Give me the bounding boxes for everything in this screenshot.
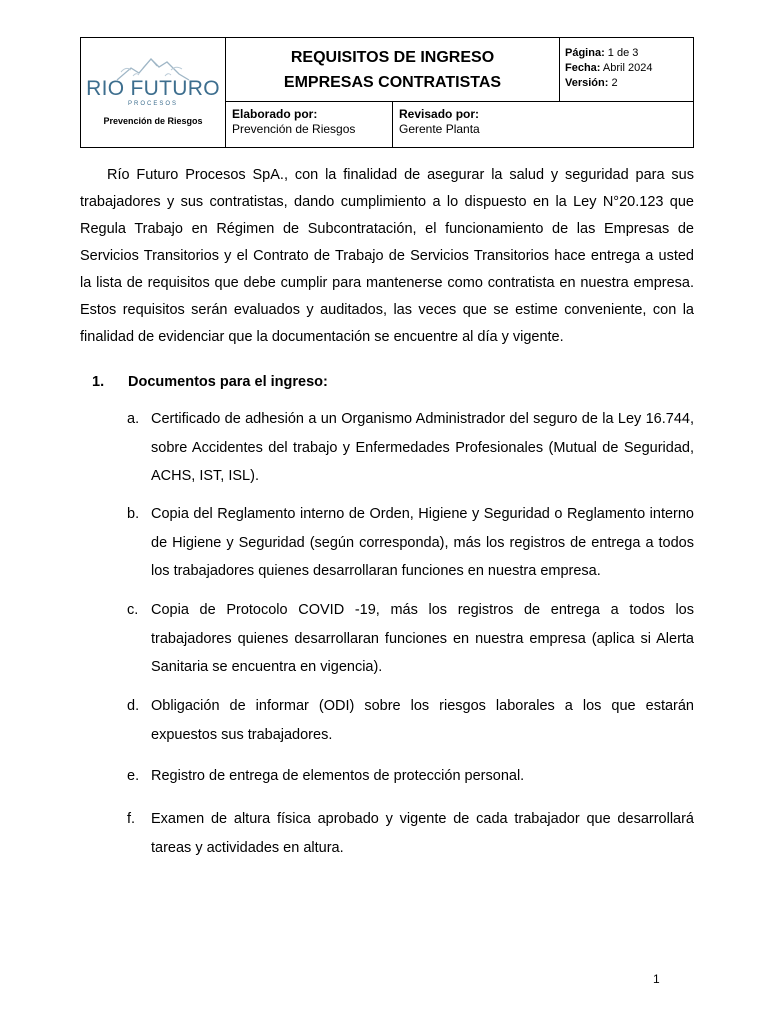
list-item bbox=[127, 762, 694, 791]
intro-paragraph-block bbox=[80, 162, 694, 351]
section-title: Documentos para el ingreso: bbox=[128, 374, 328, 390]
document-meta-cell bbox=[560, 38, 694, 102]
list-item-marker: f. bbox=[127, 811, 136, 827]
section-heading bbox=[92, 374, 328, 390]
version-label: Versión: bbox=[565, 77, 609, 89]
logo-subtitle: PROCESOS bbox=[127, 101, 178, 107]
list-item-text: Obligación de informar (ODI) sobre los riesgos laborales a los que estarán expuestos sus trabajadores. bbox=[151, 698, 694, 743]
pagina-value: 1 de 3 bbox=[607, 47, 639, 59]
list-item-text: Certificado de adhesión a un Organismo Administrador del seguro de la Ley 16.744, sobre Accidentes del trabajo y Enfermedades Profesionales (Mutual de Seguridad, ACHS, IST, ISL). bbox=[151, 411, 694, 484]
elaborado-value: Prevención de Riesgos bbox=[232, 122, 356, 136]
logo-department: Prevención de Riesgos bbox=[103, 116, 203, 126]
list-item-text: Copia del Reglamento interno de Orden, Higiene y Seguridad o Reglamento interno de Higiene y Seguridad (según corresponda), más los registros de entrega a todos los trabajadores quienes desarrollaran funciones en nuestra empresa. bbox=[151, 506, 694, 579]
document-header-table bbox=[80, 37, 694, 148]
list-item bbox=[127, 692, 694, 749]
list-item-text: Registro de entrega de elementos de protección personal. bbox=[151, 768, 525, 784]
revisado-cell bbox=[393, 102, 694, 148]
document-title-cell bbox=[226, 38, 560, 102]
revisado-label: Revisado por: bbox=[399, 107, 480, 121]
revisado-value: Gerente Planta bbox=[399, 122, 480, 136]
elaborado-label: Elaborado por: bbox=[232, 107, 318, 121]
pagina-row bbox=[565, 46, 693, 61]
list-item-text: Copia de Protocolo COVID -19, más los registros de entrega a todos los trabajadores quienes desarrollaran funciones en nuestra empresa (aplica si Alerta Sanitaria se encuentra en vigencia). bbox=[151, 602, 694, 675]
page-number: 1 bbox=[653, 972, 660, 986]
fecha-value: Abril 2024 bbox=[602, 62, 653, 74]
list-item-marker: d. bbox=[127, 698, 140, 714]
pagina-label: Página: bbox=[565, 47, 605, 59]
list-item-marker: a. bbox=[127, 411, 140, 427]
section-number: 1. bbox=[92, 374, 105, 390]
intro-paragraph: Río Futuro Procesos SpA., con la finalidad de asegurar la salud y seguridad para sus trabajadores y sus contratistas, dando cumplimiento a lo dispuesto en la Ley N°20.123 que Regula Trabajo en Régimen de Subcontratación, el funcionamiento de las Empresas de Servicios Transitorios y el Contrato de Trabajo de Servicios Transitorios hace entrega a usted la lista de requisitos que debe cumplir para mantenerse como contratista en nuestra empresa. Estos requisitos serán evaluados y auditados, las veces que se estime conveniente, con la finalidad de evidenciar que la documentación se encuentre al día y vigente. bbox=[80, 167, 694, 345]
logo-name: RIO FUTURO bbox=[86, 77, 220, 100]
list-item-marker: b. bbox=[127, 506, 140, 522]
list-item bbox=[127, 805, 694, 862]
title-line-1: REQUISITOS DE INGRESO bbox=[290, 48, 495, 66]
logo-cell bbox=[81, 38, 226, 148]
fecha-row bbox=[565, 61, 693, 76]
list-item-marker: c. bbox=[127, 602, 139, 618]
list-item bbox=[127, 405, 694, 491]
list-item bbox=[127, 596, 694, 682]
list-item-text: Examen de altura física aprobado y vigente de cada trabajador que desarrollará tareas y actividades en altura. bbox=[151, 811, 694, 856]
title-line-2: EMPRESAS CONTRATISTAS bbox=[283, 73, 502, 91]
version-value: 2 bbox=[611, 77, 618, 89]
list-item-marker: e. bbox=[127, 768, 140, 784]
fecha-label: Fecha: bbox=[565, 62, 601, 74]
list-item bbox=[127, 500, 694, 586]
elaborado-cell bbox=[226, 102, 393, 148]
version-row bbox=[565, 76, 693, 91]
